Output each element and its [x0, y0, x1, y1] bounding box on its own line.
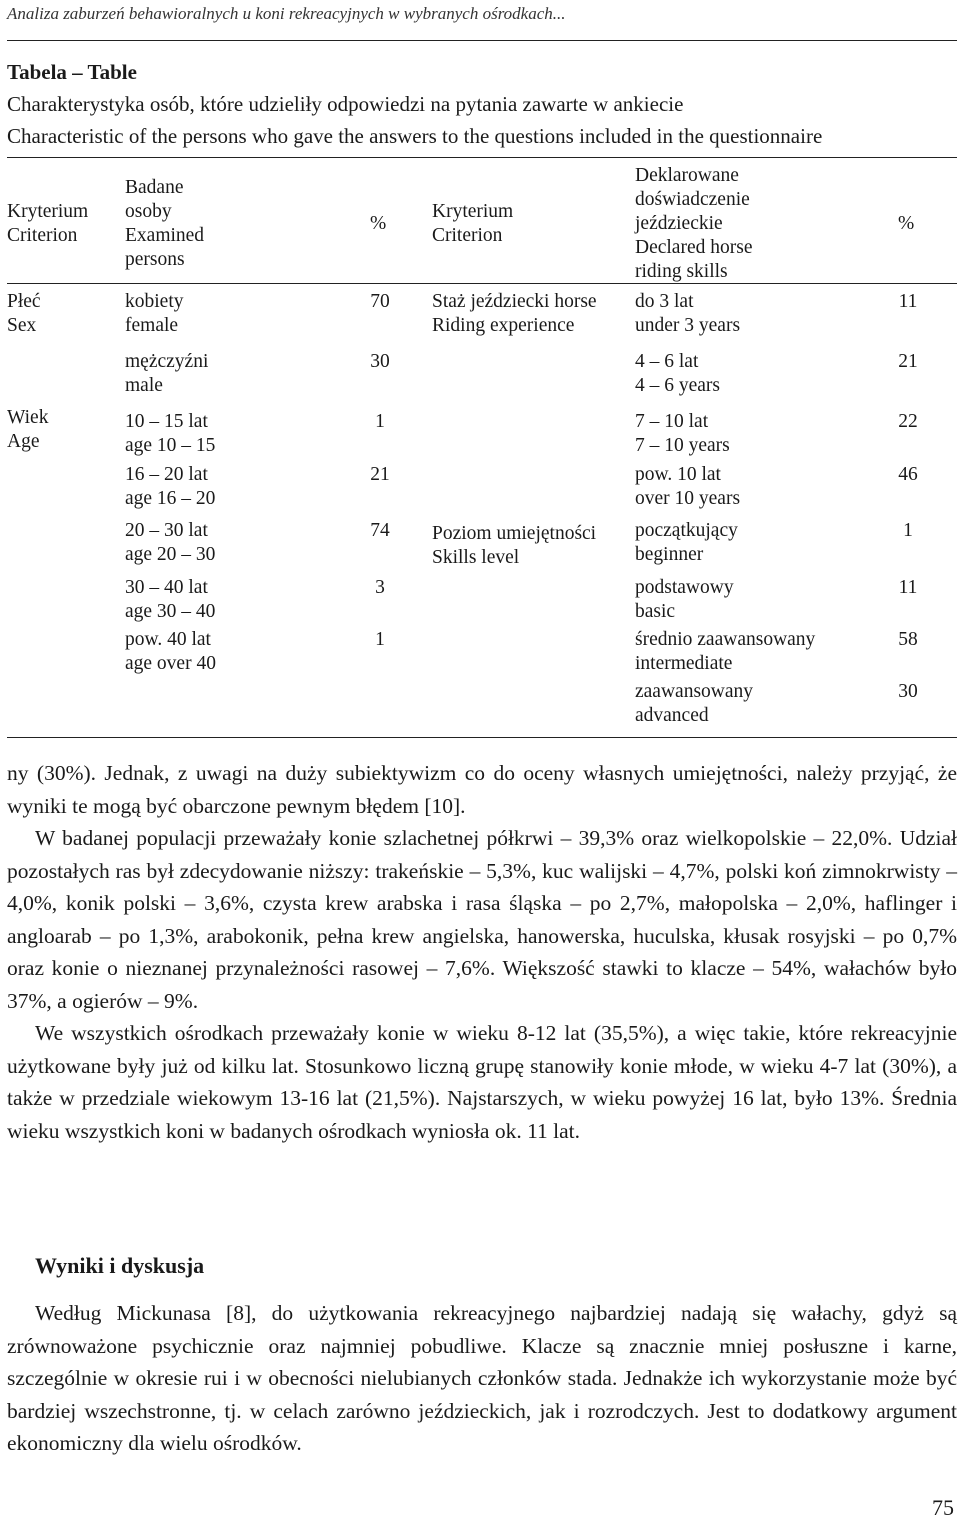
- percent-value: 11: [898, 291, 918, 312]
- body-text-top: [7, 757, 957, 1147]
- percent-value: 46: [898, 464, 918, 485]
- caption-english: Characteristic of the persons who gave the answers to the questions included in the questionnaire: [7, 124, 823, 148]
- table-row: mężczyźni male: [125, 351, 209, 396]
- header-percent-1: %: [370, 213, 387, 234]
- percent-value: 11: [898, 577, 918, 598]
- percent-value: 21: [370, 464, 390, 485]
- table-row: początkujący beginner: [635, 520, 738, 565]
- header-examined-persons: Badane osoby Examined persons: [125, 177, 205, 270]
- percent-value: 30: [898, 681, 918, 702]
- table-row: 4 – 6 lat 4 – 6 years: [635, 351, 721, 396]
- paragraph: Według Mickunasa [8], do użytkowania rekreacyjnego najbardziej nadają się wałachy, gdyż są zrównoważone psychicznie oraz najmniej pobudliwe. Klacze są znacznie mniej posłuszne i karne, szczególnie w okresie rui i w obecności nielubianych członków stada. Jednakże ich wykorzystanie może być bardziej wszechstronne, tj. w celach zarówno jeździeckich, jak i rozrodczych. Jest to dodatkowy argument ekonomiczny dla wielu ośrodków.: [7, 1301, 957, 1455]
- percent-value: 58: [898, 629, 918, 650]
- percent-value: 22: [898, 411, 918, 432]
- paragraph: ny (30%). Jednak, z uwagi na duży subiektywizm co do oceny własnych umiejętności, należy przyjąć, że wyniki te mogą być obarczone pewnym błędem [10].: [7, 761, 957, 818]
- table-caption: [7, 56, 822, 152]
- page-number: 75: [932, 1495, 954, 1520]
- percent-value: 74: [370, 520, 390, 541]
- table-row: pow. 40 lat age over 40: [125, 629, 216, 674]
- table-row: do 3 lat under 3 years: [635, 291, 741, 336]
- percent-value: 1: [903, 520, 913, 541]
- table-row: średnio zaawansowany intermediate: [635, 629, 816, 674]
- table-row: zaawansowany advanced: [635, 681, 754, 726]
- paragraph: W badanej populacji przeważały konie szlachetnej półkrwi – 39,3% oraz wielkopolskie – 22,0%. Udział pozostałych ras był zdecydowanie niższy: trakeńskie – 5,3%, kuc walijski – 4,7%, polski koń zimnokrwisty – 4,0%, konik polski – 3,6%, czysta krew arabska i rasa śląska – po 2,7%, małopolska – 2,0%, haflinger i angloarab – po 1,3%, arabokonik, pełna krew angielska, hanowerska, huculska, kłusak rosyjski – po 0,7% oraz konie o nieznanej przynależności rasowej – 7,6%. Większość stawki to klacze – 54%, wałachów było 37%, a ogierów – 9%.: [7, 826, 957, 1013]
- table-row: 20 – 30 lat age 20 – 30: [125, 520, 216, 565]
- percent-value: 21: [898, 351, 918, 372]
- percent-value: 3: [375, 577, 385, 598]
- group-experience: Staż jeździecki horse Riding experience: [432, 291, 597, 336]
- header-percent-2: %: [898, 213, 915, 234]
- table-row: 10 – 15 lat age 10 – 15: [125, 411, 216, 456]
- header-criterion-2: Kryterium Criterion: [432, 201, 514, 246]
- caption-polish: Charakterystyka osób, które udzieliły odpowiedzi na pytania zawarte w ankiecie: [7, 92, 684, 116]
- table-top-rule: [7, 157, 957, 158]
- body-text-bottom: [7, 1297, 957, 1460]
- running-head: Analiza zaburzeń behawioralnych u koni rekreacyjnych w wybranych ośrodkach...: [7, 4, 566, 23]
- percent-value: 1: [375, 411, 385, 432]
- header-rule: [7, 40, 957, 41]
- table-label: Tabela – Table: [7, 60, 137, 84]
- percent-value: 1: [375, 629, 385, 650]
- table-row: 7 – 10 lat 7 – 10 years: [635, 411, 730, 456]
- header-declared-skills: Deklarowane doświadczenie jeździeckie Declared horse riding skills: [635, 165, 753, 282]
- table-bottom-rule: [7, 737, 957, 738]
- table-row: pow. 10 lat over 10 years: [635, 464, 741, 509]
- table-row: kobiety female: [125, 291, 184, 336]
- table-header-rule: [7, 283, 957, 284]
- group-skills: Poziom umiejętności Skills level: [432, 523, 597, 568]
- table-row: 30 – 40 lat age 30 – 40: [125, 577, 216, 622]
- table-row: 16 – 20 lat age 16 – 20: [125, 464, 216, 509]
- header-criterion-1: Kryterium Criterion: [7, 201, 89, 246]
- table-row: podstawowy basic: [635, 577, 734, 622]
- percent-value: 70: [370, 291, 390, 312]
- section-title: Wyniki i dyskusja: [35, 1253, 205, 1278]
- paragraph: We wszystkich ośrodkach przeważały konie w wieku 8-12 lat (35,5%), a więc takie, które rekreacyjnie użytkowane były już od kilku lat. Stosunkowo liczną grupę stanowiły konie młode, w wieku 4-7 lat (30%), a także w przedziale wiekowym 13-16 lat (21,5%). Najstarszych, w wieku powyżej 16 lat, było 13%. Średnia wieku wszystkich koni w badanych ośrodkach wyniosła ok. 11 lat.: [7, 1021, 957, 1143]
- group-age: Wiek Age: [7, 407, 49, 452]
- group-sex: Płeć Sex: [7, 291, 41, 336]
- percent-value: 30: [370, 351, 390, 372]
